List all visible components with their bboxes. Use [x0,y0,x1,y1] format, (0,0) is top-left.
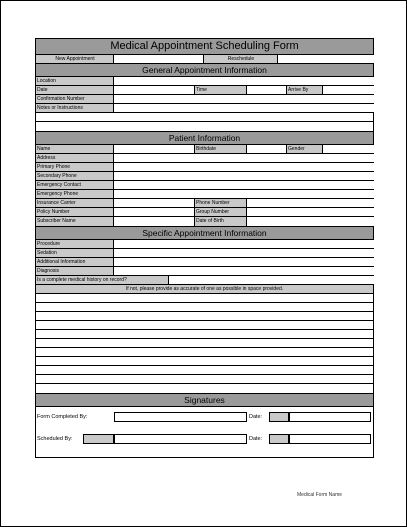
procedure-field[interactable] [114,240,375,248]
confirmation-number-field[interactable] [114,95,375,103]
footer-text: Medical Form Name [297,492,343,498]
sedation-label: Sedation [36,249,114,257]
history-question-label: Is a complete medical history on record? [36,276,169,284]
sedation-row [36,249,373,258]
scheduled-by-shade [83,434,114,444]
new-appointment-label: New Appointment [36,55,114,63]
birthdate-field[interactable] [247,145,287,153]
phone-number-field[interactable] [247,199,375,207]
history-question-field[interactable] [169,276,375,284]
scheduled-date-shade [269,434,289,444]
diagnosis-field[interactable] [114,267,375,275]
completed-date-label: Date: [249,414,263,420]
history-question-row [36,276,373,285]
insurance-carrier-field[interactable] [114,199,195,207]
date-of-birth-field[interactable] [247,217,375,226]
history-note: If not, please provide as accurate of one as possible in space provided. [36,285,373,294]
section-patient: Patient Information [36,132,373,145]
name-label: Name [36,145,114,153]
section-general: General Appointment Information [36,64,373,77]
location-label: Location [36,77,114,85]
history-line[interactable] [36,384,373,394]
scheduled-date-label: Date: [249,436,263,442]
scheduled-by-label: Scheduled By: [37,436,73,442]
notes-row [36,104,373,113]
arrive-by-field[interactable] [323,86,375,94]
emergency-phone-label: Emergency Phone [36,190,114,198]
completed-by-field[interactable] [114,412,247,422]
subscriber-name-field[interactable] [114,217,195,226]
insurance-carrier-label: Insurance Carrier [36,199,114,207]
appointment-form [35,38,374,458]
emergency-contact-row [36,181,373,190]
date-of-birth-label: Date of Birth [195,217,247,226]
name-row [36,145,373,154]
secondary-phone-row [36,172,373,181]
phone-number-label: Phone Number [195,199,247,207]
notes-label: Notes or Instructions [36,104,114,112]
history-line[interactable] [36,339,373,348]
primary-phone-label: Primary Phone [36,163,114,171]
additional-info-row [36,258,373,267]
history-line[interactable] [36,348,373,357]
history-line[interactable] [36,321,373,330]
history-line[interactable] [36,375,373,384]
secondary-phone-label: Secondary Phone [36,172,114,180]
primary-phone-row [36,163,373,172]
confirmation-number-label: Confirmation Number [36,95,114,103]
notes-line[interactable] [36,122,373,132]
diagnosis-row [36,267,373,276]
additional-info-field[interactable] [114,258,375,266]
address-label: Address [36,154,114,162]
group-number-field[interactable] [247,208,375,216]
procedure-label: Procedure [36,240,114,248]
section-signatures: Signatures [36,394,373,407]
history-line[interactable] [36,312,373,321]
section-specific: Specific Appointment Information [36,227,373,240]
birthdate-label: Birthdate [195,145,247,153]
emergency-contact-label: Emergency Contact [36,181,114,189]
gender-label: Gender [287,145,323,153]
subscriber-row [36,217,373,227]
address-field[interactable] [114,154,375,162]
completed-by-row [36,407,373,431]
arrive-by-label: Arrive By [287,86,323,94]
history-line[interactable] [36,294,373,303]
history-line[interactable] [36,357,373,366]
procedure-row [36,240,373,249]
notes-line[interactable] [36,113,373,122]
notes-field[interactable] [114,104,375,112]
name-field[interactable] [114,145,195,153]
emergency-contact-field[interactable] [114,181,375,189]
subscriber-name-label: Subscriber Name [36,217,114,226]
insurance-row [36,199,373,208]
date-field[interactable] [114,86,195,94]
scheduled-by-field[interactable] [114,434,247,444]
new-appointment-field[interactable] [114,55,204,63]
date-time-row [36,86,373,95]
completed-date-shade [269,412,289,422]
confirmation-row [36,95,373,104]
appointment-type-row [36,55,373,64]
policy-number-label: Policy Number [36,208,114,216]
group-number-label: Group Number [195,208,247,216]
time-label: Time [195,86,247,94]
address-row [36,154,373,163]
form-title: Medical Appointment Scheduling Form [36,39,373,55]
history-line[interactable] [36,303,373,312]
location-field[interactable] [114,77,375,85]
completed-by-label: Form Completed By: [37,414,88,420]
history-line[interactable] [36,366,373,375]
policy-row [36,208,373,217]
completed-date-field[interactable] [289,412,371,422]
history-line[interactable] [36,330,373,339]
sedation-field[interactable] [114,249,375,257]
emergency-phone-field[interactable] [114,190,375,198]
reschedule-label: Reschedule [204,55,278,63]
additional-info-label: Additional Information [36,258,114,266]
emergency-phone-row [36,190,373,199]
scheduled-by-row [36,431,373,457]
reschedule-field[interactable] [278,55,375,63]
primary-phone-field[interactable] [114,163,375,171]
gender-field[interactable] [323,145,375,153]
secondary-phone-field[interactable] [114,172,375,180]
time-field[interactable] [247,86,287,94]
scheduled-date-field[interactable] [289,434,371,444]
diagnosis-label: Diagnosis [36,267,114,275]
date-label: Date [36,86,114,94]
policy-number-field[interactable] [114,208,195,216]
location-row [36,77,373,86]
